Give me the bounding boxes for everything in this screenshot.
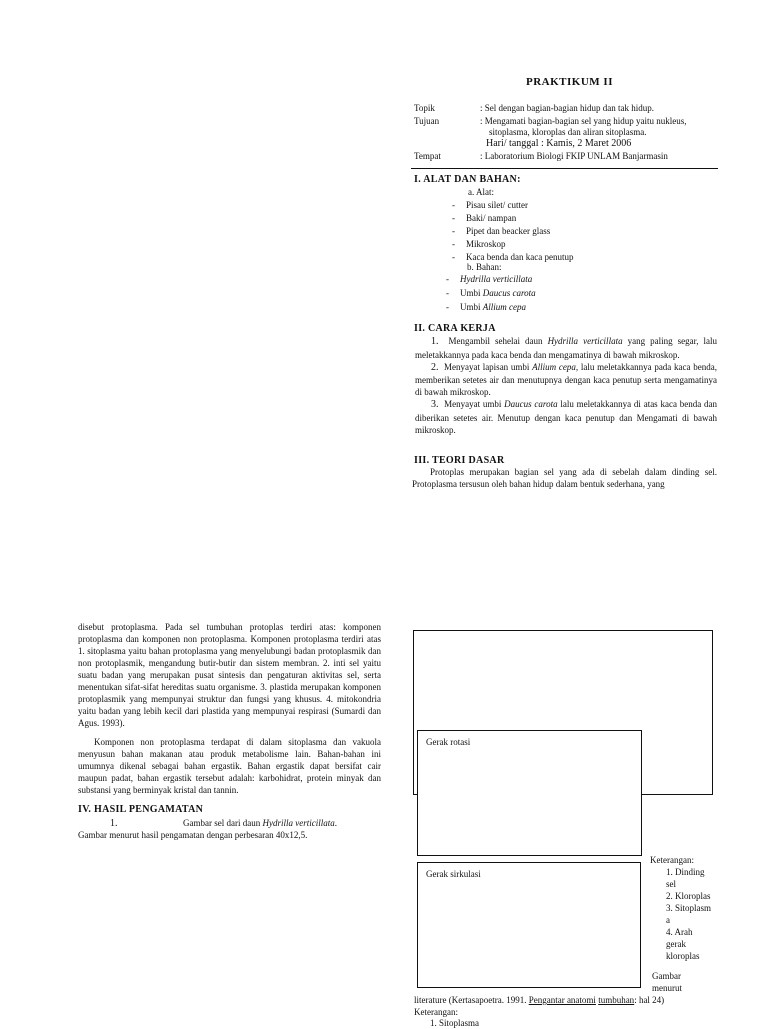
list-item: - Pisau silet/ cutter <box>452 199 573 212</box>
alat-list <box>452 199 573 264</box>
list-item: sel <box>666 879 676 889</box>
list-item: gerak <box>666 939 686 949</box>
header-divider <box>411 168 718 169</box>
topik-label: Topik <box>414 103 435 113</box>
step-2: 2. Menyayat lapisan umbi Allium cepa, lalu meletakkannya pada kaca benda, memberikan setetes air dan menutupnya dengan kaca penutup serta mengamatinya di bawah mikroskop. <box>415 361 717 397</box>
step-3: 3. Menyayat umbi Daucus carota lalu meletakkannya di atas kaca benda dan diberikan setetes air. Menutup dengan kaca penutup dan Mengamati di bawah mikroskop. <box>415 399 718 435</box>
list-item: - Umbi Daucus carota <box>446 287 536 301</box>
list-item: - Baki/ nampan <box>452 212 573 225</box>
keterangan-label: Keterangan: <box>650 855 694 865</box>
hasil-note: Gambar menurut hasil pengamatan dengan perbesaran 40x12,5. <box>78 830 308 840</box>
list-item: - Hydrilla verticillata <box>446 273 536 287</box>
teori-paragraph-2: Komponen non protoplasma terdapat di dalam sitoplasma dan vakuola menyusun bahan makanan atau produk metabolisme lain. Bahan-bahan ini umumnya dikenal sebagai bahan ergastik. Bahan ergastik dapat bersifat cair maupun padat, bahan ergastik tersebut adalah: karbohidrat, protein minyak dan substansi yang berminyak kristal dan tannin. <box>78 737 381 795</box>
list-item: a <box>666 915 670 925</box>
tempat-label: Tempat <box>414 151 441 161</box>
list-item: 1. Dinding <box>666 867 705 877</box>
section3-heading: III. TEORI DASAR <box>414 455 505 466</box>
section1-heading: I. ALAT DAN BAHAN: <box>414 174 521 185</box>
figure-label: Gerak rotasi <box>426 737 471 747</box>
teori-paragraph-continued: disebut protoplasma. Pada sel tumbuhan protoplas terdiri atas: komponen protoplasma dan komponen non protoplasma. Komponen protoplasma terdiri atas 1. sitoplasma yaitu bahan protoplasma yang menyelubungi badan protoplasmik dan non protoplasmik, mengandung butir-butir dan sistem membran. 2. inti sel yaitu suatu badan yang merupakan pusat sintesis dan pengaturan aktivitas sel, serta menentukan sifat-sifat hereditas suatu organisme. 3. plastida merupakan komponen protoplasmik yang mempunyai struktur dan fungsi yang khusus. 4. mitokondria yaitu badan yang lebih kecil dari plastida yang mempunyai respirasi (Sumardi dan Agus. 1993). <box>78 622 381 728</box>
hasil-item-1: 1. Gambar sel dari daun Hydrilla verticillata. <box>110 818 337 829</box>
list-item: - Umbi Allium cepa <box>446 301 536 315</box>
meta-block <box>414 102 724 162</box>
literature-item-1: 1. Sitoplasma <box>430 1018 479 1028</box>
section2-heading: II. CARA KERJA <box>414 323 496 334</box>
tujuan-line1: : Mengamati bagian-bagian sel yang hidup yaitu nukleus, <box>480 116 687 126</box>
literature-citation: literature (Kertasapoetra. 1991. Pengantar anatomi tumbuhan: hal 24) <box>414 995 665 1005</box>
list-item: - Kaca benda dan kaca penutup <box>452 251 573 264</box>
tujuan-line2: sitoplasma, kloroplas dan aliran sitoplasma. <box>489 127 647 137</box>
list-item: 4. Arah <box>666 927 693 937</box>
list-item: 3. Sitoplasm <box>666 903 712 913</box>
figure-label: Gerak sirkulasi <box>426 869 481 879</box>
literature-keterangan-label: Keterangan: <box>414 1007 458 1017</box>
figure-gerak-rotasi <box>417 730 642 856</box>
cara-kerja-steps <box>415 335 717 436</box>
gambar-menurut-line1: Gambar <box>652 971 681 981</box>
list-item: kloroplas <box>666 951 700 961</box>
bahan-list <box>446 273 536 315</box>
tempat-value: : Laboratorium Biologi FKIP UNLAM Banjarmasin <box>480 151 668 161</box>
tujuan-label: Tujuan <box>414 116 440 126</box>
topik-value: : Sel dengan bagian-bagian hidup dan tak hidup. <box>480 103 654 113</box>
figure-gerak-sirkulasi <box>417 862 641 988</box>
page-title: PRAKTIKUM II <box>526 76 613 88</box>
teori-paragraph-start: Protoplas merupakan bagian sel yang ada di sebelah dalam dinding sel. Protoplasma tersusun oleh bahan hidup dalam bentuk sederhana, yang <box>412 467 717 489</box>
bahan-label: b. Bahan: <box>467 262 502 272</box>
list-item: 2. Kloroplas <box>666 891 711 901</box>
keterangan-list <box>666 866 726 962</box>
list-item: - Mikroskop <box>452 238 573 251</box>
list-item: - Pipet dan beacker glass <box>452 225 573 238</box>
gambar-menurut-line2: menurut <box>652 983 682 993</box>
step-1: 1. Mengambil sehelai daun Hydrilla verticillata yang paling segar, lalu meletakkannya pada kaca benda dan mengamatinya di bawah mikroskop. <box>415 336 717 360</box>
section4-heading: IV. HASIL PENGAMATAN <box>78 804 204 815</box>
hari-tanggal: Hari/ tanggal : Kamis, 2 Maret 2006 <box>486 138 632 149</box>
alat-label: a. Alat: <box>468 187 494 197</box>
